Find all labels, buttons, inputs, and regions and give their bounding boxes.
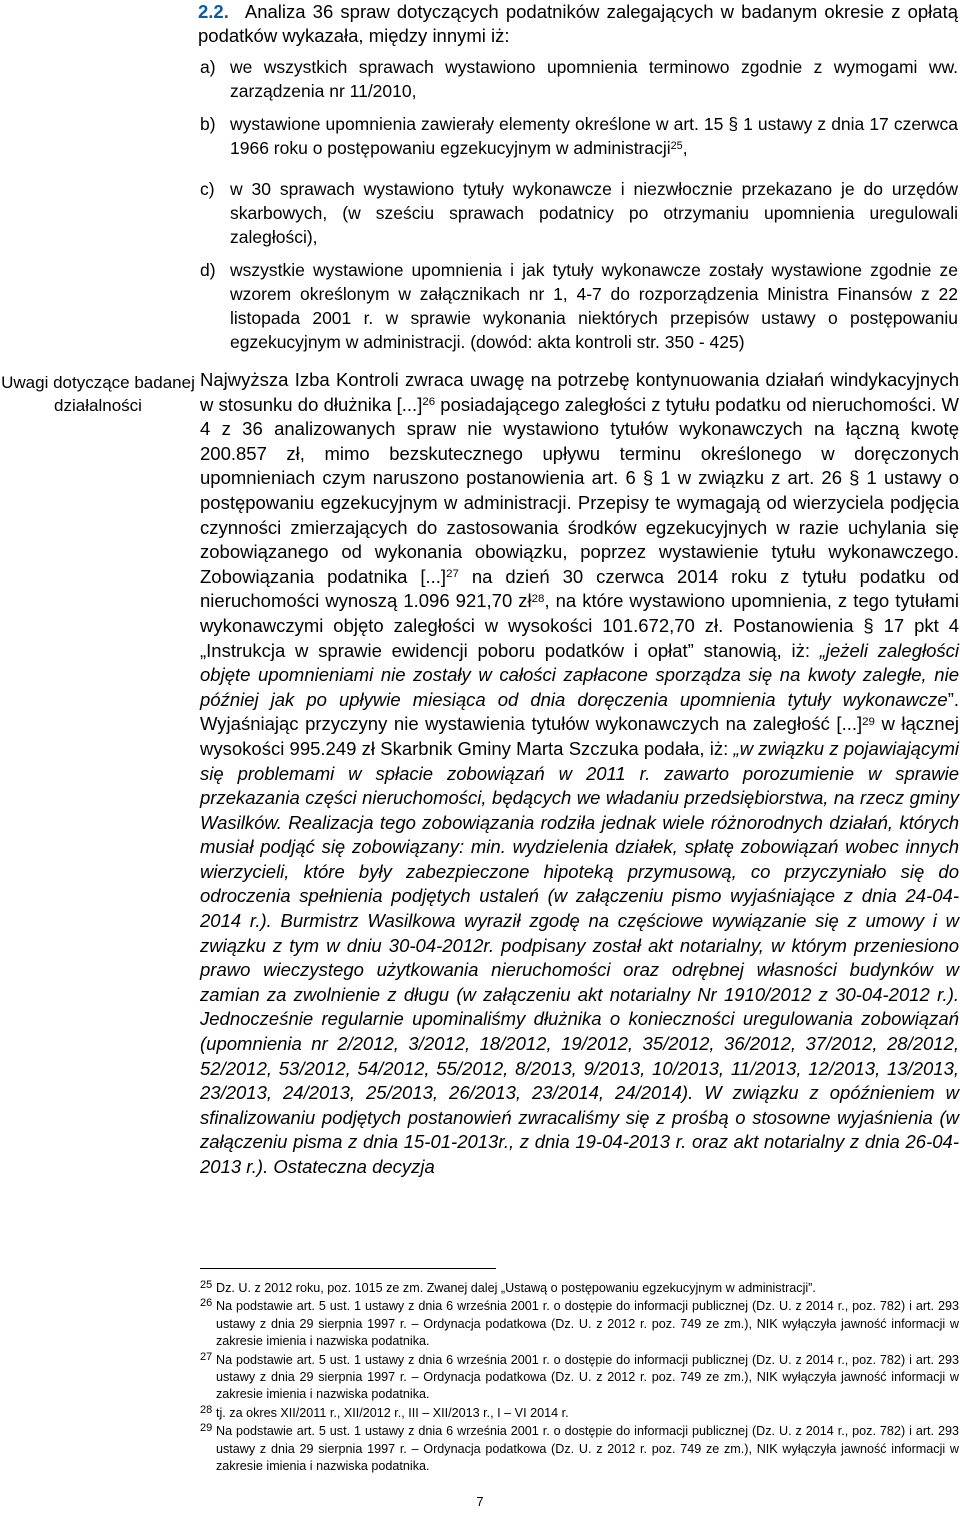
footnote-ref[interactable]: 29: [862, 715, 875, 728]
footnote-ref[interactable]: 26: [422, 395, 436, 408]
body-text-segment: w łącznej wysokości 995.249 zł Skarbnik Gminy Marta Szczuka podała, iż:: [200, 713, 959, 759]
body-text-segment: , na które wystawiono upomnienia, z tego tytułami wykonawczymi objęto zaległości w wysokości 101.672,70 zł. Postanowienia § 17 pkt 4 „Instrukcja w sprawie ewidencji poboru podatków i opłat” stanowią, iż:: [200, 590, 959, 661]
body-text-segment: ”. Wyjaśniając przyczyny nie wystawienia tytułów wykonawczych na zaległość [...]: [200, 688, 959, 735]
footnote-number: 29: [200, 1422, 213, 1435]
list-item-text: [230, 112, 958, 160]
footnote-separator: [200, 1268, 496, 1269]
list-item: [200, 177, 958, 249]
footnote-text: Na podstawie art. 5 ust. 1 ustawy z dnia 6 września 2001 r. o dostępie do informacji publicznej (Dz. U. z 2014 r., poz. 782) i art. 293 ustawy z dnia 29 sierpnia 1997 r. – Ordynacja podatkowa (Dz. U. z 2012 r. poz. 749 ze zm.), NIK wyłączyła jawność informacji w zakresie imienia i nazwiska podatnika.: [216, 1424, 959, 1474]
list-item-text: we wszystkich sprawach wystawiono upomnienia terminowo zgodnie z wymogami ww. zarządzenia nr 11/2010,: [230, 57, 958, 101]
body-text-segment: posiadającego zaległości z tytułu podatku od nieruchomości. W 4 z 36 analizowanych spraw nie wystawiono tytułów wykonawczych na łączną kwotę 200.857 zł, mimo bezskutecznego upływu terminu określonego w doręczonych upomnieniach czym naruszono postanowienia art. 6 § 1 w związku z art. 26 § 1 ustawy o postępowaniu egzekucyjnym w administracji. Przepisy te wymagają od wierzyciela podjęcia czynności zmierzających do zastosowania środków egzekucyjnych w razie uchylania się zobowiązanego od wykonania obowiązku, poprzez wystawienie tytułu wykonawczego. Zobowiązania podatnika [...]: [200, 393, 959, 587]
footnote: [200, 1298, 959, 1350]
footnote-number: 27: [200, 1350, 213, 1363]
footnote-number: 28: [200, 1403, 213, 1416]
footnote-text: Na podstawie art. 5 ust. 1 ustawy z dnia 6 września 2001 r. o dostępie do informacji publicznej (Dz. U. z 2014 r., poz. 782) i art. 293 ustawy z dnia 29 sierpnia 1997 r. – Ordynacja podatkowa (Dz. U. z 2012 r. poz. 749 ze zm.), NIK wyłączyła jawność informacji w zakresie imienia i nazwiska podatnika.: [216, 1352, 959, 1402]
footnote-number: 26: [200, 1297, 213, 1310]
evidence-note: (dowód: akta kontroli str. 350 - 425): [470, 332, 745, 352]
section-intro-text: Analiza 36 spraw dotyczących podatników zalegających w badanym okresie z opłatą podatków wykazała, między innymi iż:: [198, 1, 958, 46]
list-item-label: b): [200, 114, 216, 134]
footnote: [200, 1405, 959, 1422]
list-item: [200, 112, 958, 160]
footnote-text: Dz. U. z 2012 roku, poz. 1015 ze zm. Zwanej dalej „Ustawą o postępowaniu egzekucyjnym w administracji”.: [216, 1281, 816, 1295]
list-item-text: [230, 258, 958, 354]
footnote-ref[interactable]: 25: [670, 139, 683, 152]
list-item-label: d): [200, 260, 216, 280]
list-item-label: c): [200, 179, 215, 199]
list-item: [200, 258, 958, 354]
body-paragraph: [200, 368, 959, 1180]
list-item-label: a): [200, 57, 216, 77]
margin-label: Uwagi dotyczące badanej działalności: [1, 373, 195, 415]
list-item-text-pre: wystawione upomnienia zawierały elementy określone w art. 15 § 1 ustawy z dnia 17 czerwca 1966 roku o postępowaniu egzekucyjnym w administracji: [230, 114, 958, 158]
body-text-segment: na dzień 30 czerwca 2014 roku z tytułu podatku od nieruchomości wynoszą 1.096 921,70 zł: [200, 565, 959, 612]
section-number: 2.2.: [198, 1, 229, 22]
page-number: 7: [476, 1494, 484, 1509]
quote-treasurer: „w związku z pojawiającymi się problemami w spłacie zobowiązań w 2011 r. zawarto porozumienie w sprawie przekazania części nieruchomości, będących we władaniu przedsiębiorstwa, na rzecz gminy Wasilków. Realizacja tego zobowiązania rodziła jednak wiele różnorodnych działań, których musiał podjąć się zobowiązany: min. wydzielenia działek, spłatę zobowiązań wobec innych wierzycieli, które były zabezpieczone hipoteką przymusową, co przyczyniało się do odroczenia spełnienia podjętych ustaleń (w załączeniu pismo wyjaśniające z dnia 24-04-2014 r.). Burmistrz Wasilkowa wyraził zgodę na częściowe wywiązanie się z umowy i w związku z tym w dniu 30-04-2012r. podpisany został akt notarialny, w którym przeniesiono prawo wieczystego użytkowania nieruchomości oraz odrębnej własności budynków w zamian za zwolnienie z długu (w załączeniu akt notarialny Nr 1910/2012 z 30-04-2012 r.). Jednocześnie regularnie upominaliśmy dłużnika o konieczności uregulowania zobowiązań (upomnienia nr 2/2012, 3/2012, 18/2012, 19/2012, 35/2012, 36/2012, 37/2012, 28/2012, 52/2012, 53/2012, 54/2012, 55/2012, 8/2013, 9/2013, 10/2013, 11/2013, 12/2013, 13/2013, 23/2013, 24/2013, 25/2013, 26/2013, 23/2014, 24/2014). W związku z opóźnieniem w sfinalizowaniu podjętych postanowień zwracaliśmy się z prośbą o stosowne wyjaśnienia (w załączeniu pisma z dnia 15-01-2013r., z dnia 19-04-2013 r. oraz akt notarialny z dnia 26-04-2013 r.). Ostateczna decyzja: [200, 737, 959, 1177]
footnote-text: tj. za okres XII/2011 r., XII/2012 r., III – XII/2013 r., I – VI 2014 r.: [216, 1405, 569, 1420]
list-item-text: w 30 sprawach wystawiono tytuły wykonawcze i niezwłocznie przekazano je do urzędów skarbowych, (w sześciu sprawach podatnicy po otrzymaniu upomnienia uregulowali zaległości),: [230, 179, 958, 247]
quote-instruction: „jeżeli zaległości objęte upomnieniami nie zostały w całości zapłacone sporządza się na kwoty zaległe, nie później jak po upływie miesiąca od dnia doręczenia upomnienia tytuły wykonawcze: [200, 639, 959, 710]
list-item-text-main: wszystkie wystawione upomnienia i jak tytuły wykonawcze zostały wystawione zgodnie ze wzorem określonym w załącznikach nr 1, 4-7 do rozporządzenia Ministra Finansów z 22 listopada 2001 r. w sprawie wykonania niektórych przepisów ustawy o postępowaniu egzekucyjnym w administracji.: [230, 260, 958, 352]
footnotes: [200, 1280, 959, 1476]
footnote: [200, 1352, 959, 1404]
footnote-ref[interactable]: 27: [446, 568, 459, 581]
list-item-text-post: ,: [682, 138, 688, 158]
body-text-segment: Najwyższa Izba Kontroli zwraca uwagę na potrzebę kontynuowania działań windykacyjnych w stosunku do dłużnika [...]: [200, 369, 959, 415]
footnote-text: Na podstawie art. 5 ust. 1 ustawy z dnia 6 września 2001 r. o dostępie do informacji publicznej (Dz. U. z 2014 r., poz. 782) i art. 293 ustawy z dnia 29 sierpnia 1997 r. – Ordynacja podatkowa (Dz. U. z 2012 r. poz. 749 ze zm.), NIK wyłączyła jawność informacji w zakresie imienia i nazwiska podatnika.: [216, 1299, 959, 1349]
footnote-number: 25: [200, 1279, 213, 1291]
footnote: [200, 1423, 959, 1475]
section-intro: [198, 0, 958, 48]
list-item: [200, 55, 958, 103]
footnote: [200, 1280, 959, 1297]
footnote-ref[interactable]: 28: [531, 592, 545, 605]
